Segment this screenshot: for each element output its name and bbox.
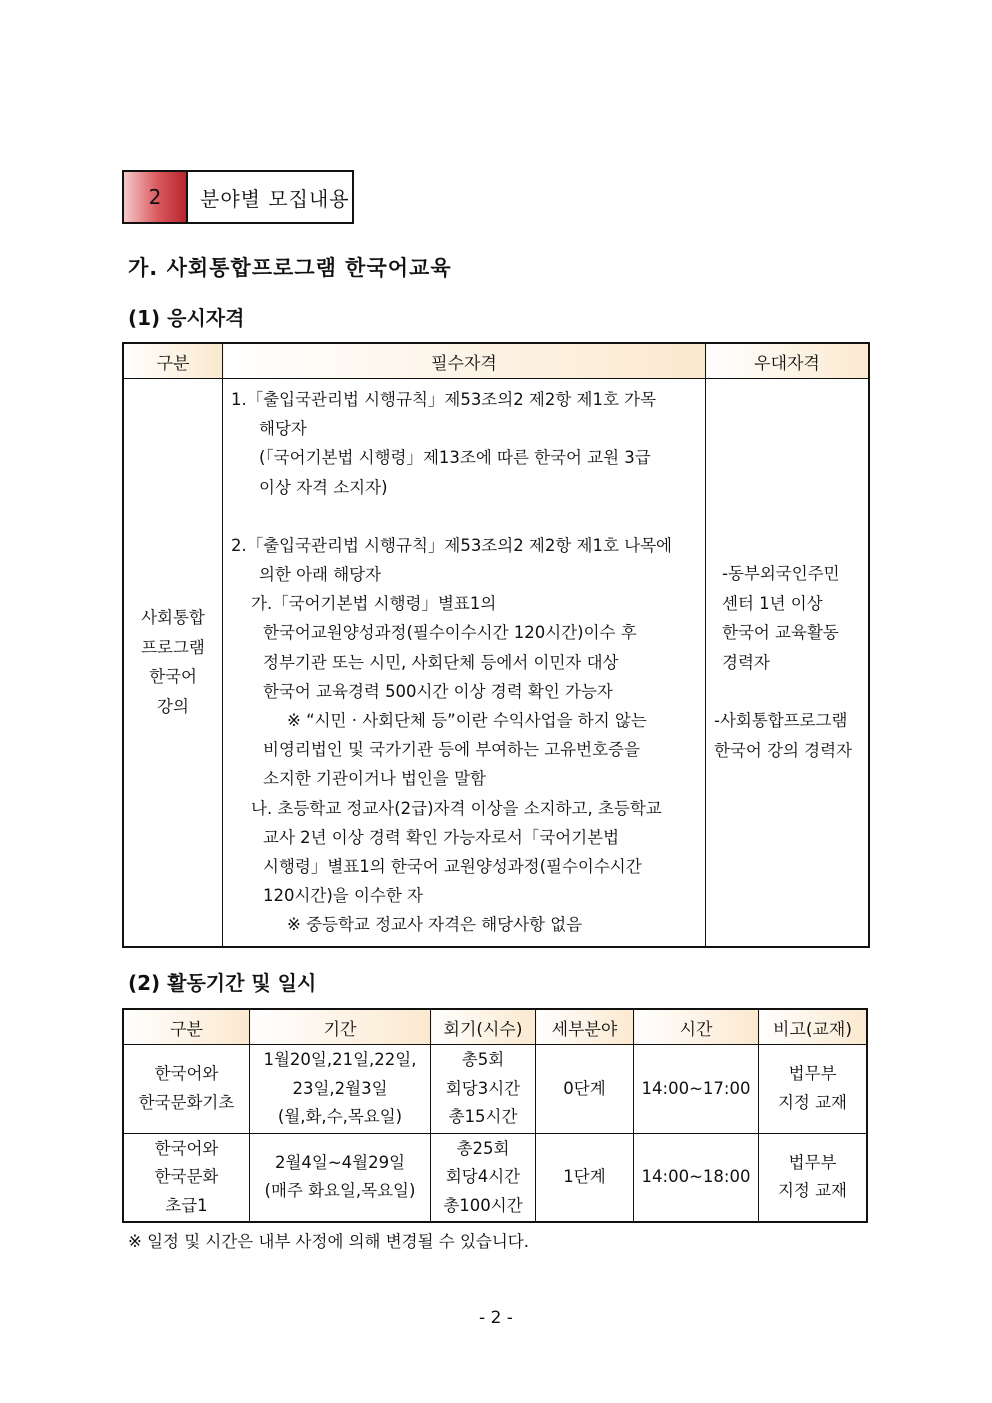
cell-line: 한국문화기초 bbox=[138, 1092, 235, 1112]
req-line: 시행령」별표1의 한국어 교원양성과정(필수이수시간 bbox=[263, 857, 642, 877]
category-line: 강의 bbox=[157, 696, 189, 716]
note-cell bbox=[759, 1045, 868, 1134]
category-cell bbox=[123, 379, 223, 947]
req-line: 해당자 bbox=[259, 419, 307, 439]
category-line: 한국어 bbox=[149, 667, 197, 687]
pref-line: 센터 1년 이상 bbox=[722, 593, 823, 613]
req-line: 1.「출입국관리법 시행규칙」제53조의2 제2항 제1호 가목 bbox=[231, 390, 657, 409]
sessions-cell bbox=[431, 1045, 536, 1134]
req-line: 120시간)을 이수한 자 bbox=[263, 886, 423, 906]
time-cell: 14:00~18:00 bbox=[634, 1133, 759, 1222]
cell-line: 한국어와 bbox=[154, 1138, 219, 1158]
page-number: - 2 - bbox=[479, 1308, 513, 1328]
req-line: 비영리법인 및 국가기관 등에 부여하는 고유번호증을 bbox=[263, 740, 640, 760]
req-line: 한국어 교육경력 500시간 이상 경력 확인 가능자 bbox=[263, 681, 613, 701]
category-line: 프로그램 bbox=[141, 637, 205, 657]
required-qualification-cell bbox=[223, 379, 706, 947]
cell-line: 1월20일,21일,22일, bbox=[263, 1050, 417, 1069]
col-header: 세부분야 bbox=[536, 1009, 634, 1045]
subheading-qualification: (1) 응시자격 bbox=[128, 306, 245, 330]
preferred-qualification-cell bbox=[706, 379, 870, 947]
section-title: 분야별 모집내용 bbox=[200, 186, 350, 211]
req-line: (「국어기본법 시행령」제13조에 따른 한국어 교원 3급 bbox=[259, 448, 651, 468]
pref-line: 경력자 bbox=[722, 652, 770, 672]
cell-line: 총100시간 bbox=[443, 1195, 523, 1215]
col-header: 구분 bbox=[123, 343, 223, 379]
col-header: 기간 bbox=[250, 1009, 431, 1045]
cell-line: 23일,2월3일 bbox=[292, 1078, 388, 1098]
req-line: 2.「출입국관리법 시행규칙」제53조의2 제2항 제1호 나목에 bbox=[231, 535, 672, 555]
time-cell: 14:00~17:00 bbox=[634, 1045, 759, 1134]
req-line: ※ 중등학교 정교사 자격은 해당사항 없음 bbox=[287, 915, 583, 935]
req-line: 의한 아래 해당자 bbox=[259, 565, 382, 585]
schedule-table bbox=[122, 1008, 868, 1223]
col-header: 필수자격 bbox=[223, 343, 706, 379]
req-line: 교사 2년 이상 경력 확인 가능자로서「국어기본법 bbox=[263, 827, 620, 847]
col-header: 회기(시수) bbox=[431, 1009, 536, 1045]
category-line: 사회통합 bbox=[141, 608, 205, 628]
pref-line: -사회통합프로그램 bbox=[714, 711, 848, 731]
req-line: ※ “시민 · 사회단체 등”이란 수익사업을 하지 않는 bbox=[287, 711, 647, 731]
cell-line: (월,화,수,목요일) bbox=[277, 1107, 403, 1126]
req-line: 이상 자격 소지자) bbox=[259, 477, 388, 497]
cell-line: 총25회 bbox=[456, 1138, 510, 1158]
req-line: 소지한 기관이거나 법인을 말함 bbox=[263, 769, 486, 789]
section-number: 2 bbox=[124, 172, 188, 222]
req-line: 가.「국어기본법 시행령」별표1의 bbox=[251, 594, 497, 614]
cell-line: 법무부 bbox=[788, 1064, 837, 1084]
section-header bbox=[122, 170, 354, 224]
col-header: 시간 bbox=[634, 1009, 759, 1045]
cell-line: 법무부 bbox=[788, 1152, 837, 1172]
req-line: 나. 초등학교 정교사(2급)자격 이상을 소지하고, 초등학교 bbox=[251, 798, 662, 818]
heading: 가. 사회통합프로그램 한국어교육 bbox=[128, 256, 452, 280]
cell-line: 한국문화 bbox=[154, 1167, 219, 1186]
cell-line: 회당3시간 bbox=[445, 1078, 521, 1098]
cell-line: 한국어와 bbox=[154, 1064, 219, 1084]
note-cell bbox=[759, 1133, 868, 1222]
table-row bbox=[123, 1133, 867, 1222]
period-cell bbox=[250, 1133, 431, 1222]
cell-line: 총15시간 bbox=[448, 1107, 518, 1126]
cell-line: 지정 교재 bbox=[777, 1092, 847, 1112]
col-header: 비고(교재) bbox=[759, 1009, 868, 1045]
cell-line: (매주 화요일,목요일) bbox=[264, 1181, 416, 1201]
pref-line: -동부외국인주민 bbox=[722, 564, 840, 584]
period-cell bbox=[250, 1045, 431, 1134]
cell-line: 회당4시간 bbox=[445, 1167, 521, 1186]
pref-line: 한국어 강의 경력자 bbox=[714, 740, 853, 760]
cell-line: 초급1 bbox=[165, 1195, 208, 1215]
level-cell: 1단계 bbox=[536, 1133, 634, 1222]
pref-line: 한국어 교육활동 bbox=[722, 623, 839, 643]
col-header: 우대자격 bbox=[706, 343, 870, 379]
qualification-table bbox=[122, 342, 870, 948]
cell-line: 2월4일~4월29일 bbox=[274, 1152, 406, 1172]
cat-cell bbox=[123, 1133, 250, 1222]
table-row bbox=[123, 1045, 867, 1134]
level-cell: 0단계 bbox=[536, 1045, 634, 1134]
cell-line: 총5회 bbox=[461, 1050, 505, 1069]
cell-line: 지정 교재 bbox=[777, 1181, 847, 1201]
req-line: 한국어교원양성과정(필수이수시간 120시간)이수 후 bbox=[263, 623, 637, 643]
sessions-cell bbox=[431, 1133, 536, 1222]
cat-cell bbox=[123, 1045, 250, 1134]
schedule-note: ※ 일정 및 시간은 내부 사정에 의해 변경될 수 있습니다. bbox=[128, 1232, 529, 1251]
subheading-schedule: (2) 활동기간 및 일시 bbox=[128, 971, 317, 995]
col-header: 구분 bbox=[123, 1009, 250, 1045]
req-line: 정부기관 또는 시민, 사회단체 등에서 이민자 대상 bbox=[263, 652, 619, 672]
